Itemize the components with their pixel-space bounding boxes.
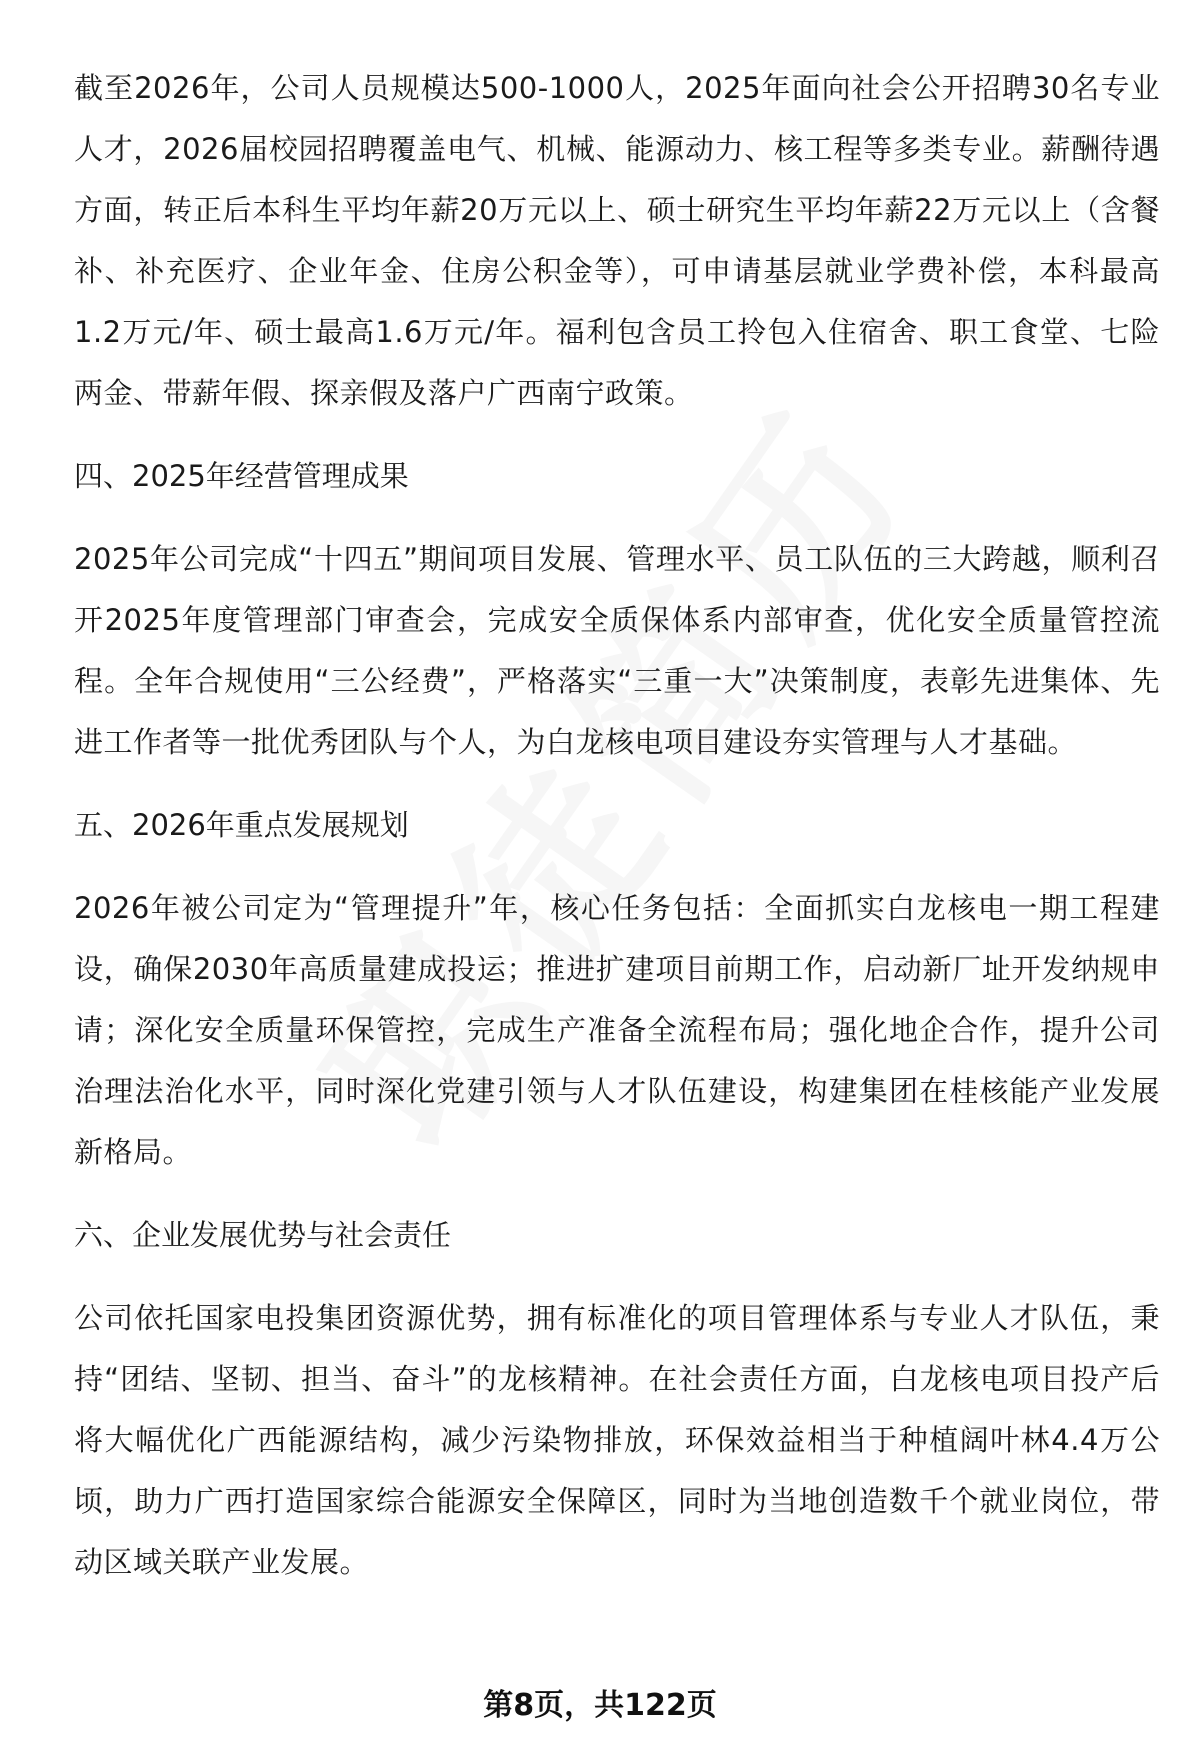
- section-heading-6: 六、企业发展优势与社会责任: [74, 1218, 452, 1252]
- document-body: [74, 58, 1160, 1593]
- section-heading-5: 五、2026年重点发展规划: [74, 808, 409, 842]
- section-heading-4: 四、2025年经营管理成果: [74, 459, 409, 493]
- paragraph-section-5: 2026年被公司定为“管理提升”年，核心任务包括：全面抓实白龙核电一期工程建设，确保2030年高质量建成投运；推进扩建项目前期工作，启动新厂址开发纳规申请；深化安全质量环保管控，完成生产准备全流程布局；强化地企合作，提升公司治理法治化水平，同时深化党建引领与人才队伍建设，构建集团在桂核能产业发展新格局。: [74, 891, 1160, 1169]
- page-number: 第8页，共122页: [483, 1688, 717, 1723]
- paragraph-section-6: 公司依托国家电投集团资源优势，拥有标准化的项目管理体系与专业人才队伍，秉持“团结、坚韧、担当、奋斗”的龙核精神。在社会责任方面，白龙核电项目投产后将大幅优化广西能源结构，减少污染物排放，环保效益相当于种植阔叶林4.4万公顷，助力广西打造国家综合能源安全保障区，同时为当地创造数千个就业岗位，带动区域关联产业发展。: [74, 1301, 1160, 1579]
- paragraph-intro: 截至2026年，公司人员规模达500-1000人，2025年面向社会公开招聘30名专业人才，2026届校园招聘覆盖电气、机械、能源动力、核工程等多类专业。薪酬待遇方面，转正后本科生平均年薪20万元以上、硕士研究生平均年薪22万元以上（含餐补、补充医疗、企业年金、住房公积金等），可申请基层就业学费补偿，本科最高1.2万元/年、硕士最高1.6万元/年。福利包含员工拎包入住宿舍、职工食堂、七险两金、带薪年假、探亲假及落户广西南宁政策。: [74, 71, 1160, 410]
- paragraph-section-4: 2025年公司完成“十四五”期间项目发展、管理水平、员工队伍的三大跨越，顺利召开2025年度管理部门审查会，完成安全质保体系内部审查，优化安全质量管控流程。全年合规使用“三公经费”，严格落实“三重一大”决策制度，表彰先进集体、先进工作者等一批优秀团队与个人，为白龙核电项目建设夯实管理与人才基础。: [74, 542, 1160, 759]
